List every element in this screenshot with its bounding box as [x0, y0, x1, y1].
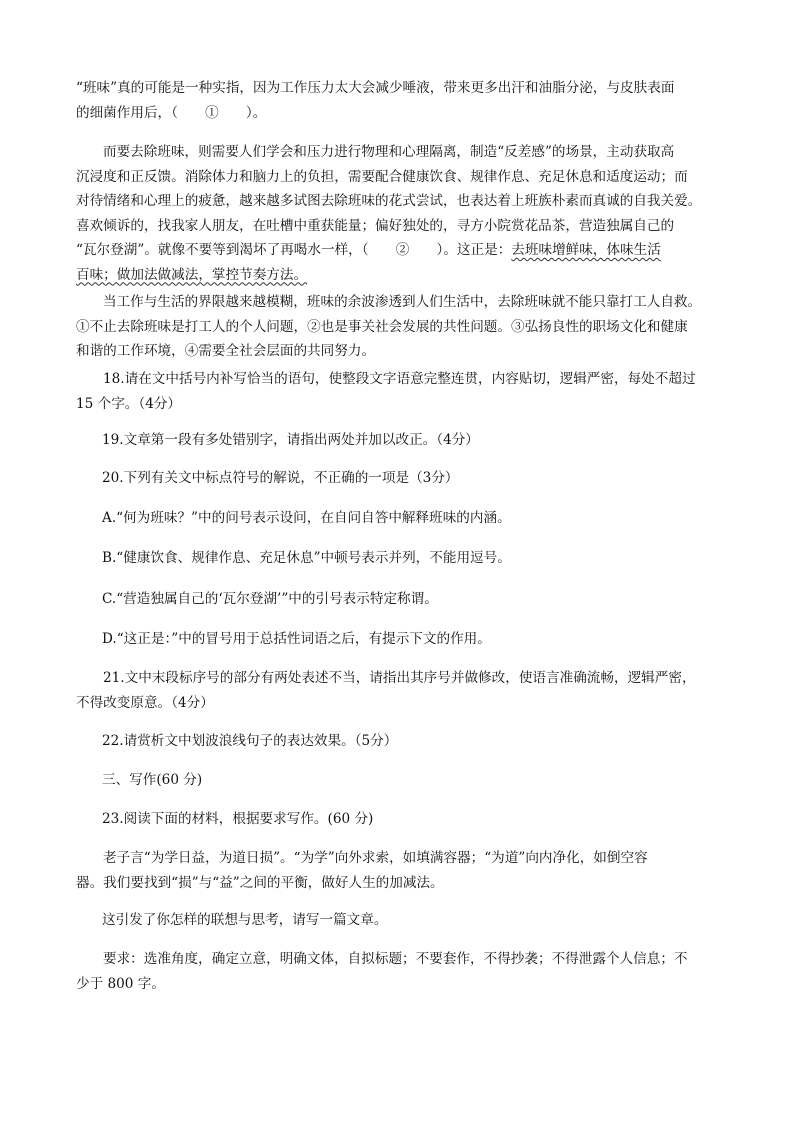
question-18: [76, 367, 726, 416]
passage-line: 当工作与生活的界限越来越模糊，班味的余波渗透到人们生活中，去除班味就不能只靠打工人自救。: [103, 294, 702, 310]
passage-line: 而要去除班味，则需要人们学会和压力进行物理和心理隔离，制造“反差感”的场景，主动获取高: [103, 144, 675, 160]
question-line: 21.文中末段标序号的部分有两处表述不当，请指出其序号并做修改，使语言准确流畅，逻辑严密，: [103, 670, 696, 686]
passage-paragraph-1: [76, 76, 726, 125]
passage-paragraph-2: [76, 140, 726, 287]
section-title-writing: 三、写作(60 分): [102, 772, 203, 788]
passage-line: 和谐的工作环境，④需要全社会层面的共同努力。: [76, 343, 376, 359]
wavy-underlined-sentence: 百味；做加法做减法，掌控节奏方法。: [76, 266, 308, 283]
question-line: 不得改变原意。（4分）: [76, 694, 214, 711]
writing-requirements: [76, 947, 726, 996]
question-21: [76, 666, 726, 715]
writing-prompt: 这引发了你怎样的联想与思考，请写一篇文章。: [102, 912, 388, 928]
material-line: 老子言“为学日益，为道日损”。“为学”向外求索，如填满容器；“为道”向内净化，如倒空容: [103, 850, 648, 866]
writing-material: [76, 846, 726, 895]
passage-line: ①不止去除班味是打工人的个人问题，②也是事关社会发展的共性问题。③弘扬良性的职场文化和健康: [76, 318, 688, 335]
requirement-line: 要求：选准角度，确定立意，明确文体，自拟标题；不要套作，不得抄袭；不得泄露个人信息；不: [103, 951, 688, 967]
question-23: 23.阅读下面的材料，根据要求写作。(60 分): [102, 811, 374, 827]
question-line: 18.请在文中括号内补写恰当的语句，使整段文字语意完整连贯，内容贴切，逻辑严密，每处不超过: [103, 371, 696, 387]
wavy-underlined-sentence: 去班味增鲜味，体味生活: [511, 242, 661, 258]
passage-paragraph-3: [76, 290, 726, 364]
requirement-line: 少于 800 字。: [76, 975, 165, 992]
question-22: 22.请赏析文中划波浪线句子的表达效果。（5分）: [102, 733, 398, 749]
question-20: 20.下列有关文中标点符号的解说，不正确的一项是（3分）: [102, 470, 459, 486]
passage-line: 沉浸度和正反馈。消除体力和脑力上的负担，需要配合健康饮食、规律作息、充足休息和适度运动；而: [76, 168, 688, 185]
passage-line: 对待情绪和心理上的疲惫，越来越多试图去除班味的花式尝试，也表达着上班族朴素而真诚的自我关爱。: [76, 193, 702, 209]
question-20-option-d: D.“这正是：”中的冒号用于总括性词语之后，有提示下文的作用。: [102, 631, 491, 647]
passage-line: 喜欢倾诉的，找我家人朋友，在吐槽中重获能量；偏好独处的，寻方小院赏花品茶，营造独属自己的: [76, 217, 675, 234]
passage-line: [76, 263, 726, 288]
passage-line: 的细菌作用后，（ ① ）。: [76, 104, 267, 121]
question-20-option-b: B.“健康饮食、规律作息、充足休息”中顿号表示并列，不能用逗号。: [102, 550, 511, 566]
question-19: 19.文章第一段有多处错别字，请指出两处并加以改正。（4分）: [102, 432, 479, 448]
question-line: 15 个字。（4分）: [76, 395, 182, 412]
question-20-option-a: A.“何为班味？”中的问号表示设问，在自问自答中解释班味的内涵。: [102, 510, 511, 526]
passage-line-text: “瓦尔登湖”。就像不要等到渴坏了再喝水一样，（ ② ）。这正是：: [76, 242, 512, 258]
material-line: 器。我们要找到“损”与“益”之间的平衡，做好人生的加减法。: [76, 874, 444, 891]
passage-line: “班味”真的可能是一种实指，因为工作压力太大会减少唾液，带来更多出汗和油脂分泌，与皮肤表面: [76, 80, 675, 96]
passage-line: [76, 238, 726, 263]
question-20-option-c: C.“营造独属自己的‘瓦尔登湖’”中的引号表示特定称谓。: [102, 591, 438, 607]
